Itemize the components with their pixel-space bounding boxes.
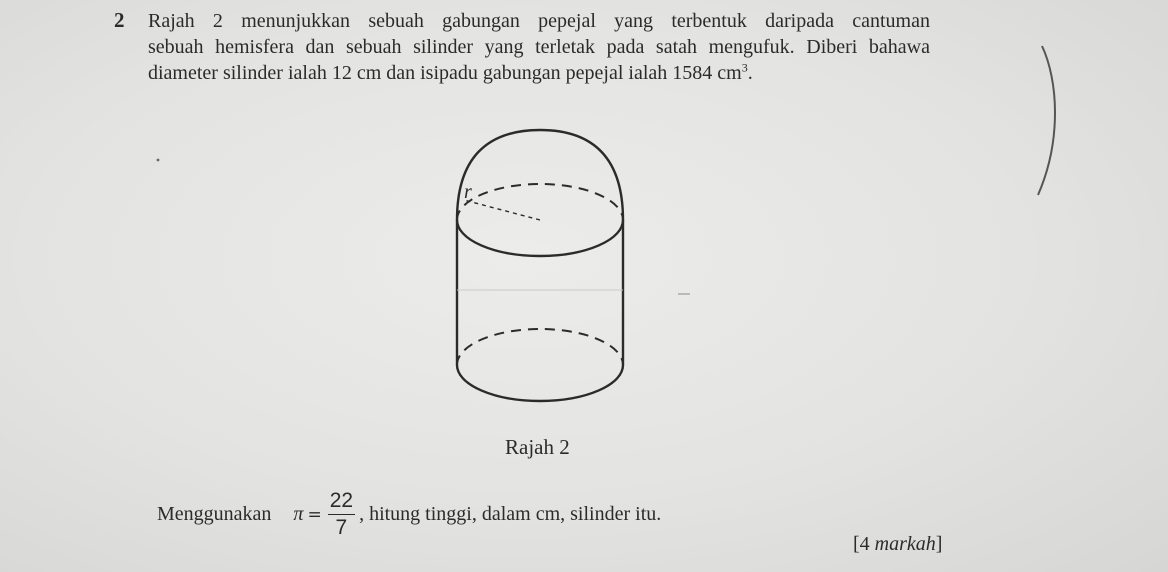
question-trailing-period: . <box>747 62 753 84</box>
question-line-2: sebuah hemisfera dan sebuah silinder yang terletak pada satah mengufuk. Diberi bahawa <box>148 36 930 58</box>
instruction-prefix: Menggunakan <box>157 503 272 525</box>
marks-open-bracket: [ <box>853 533 860 555</box>
margin-pencil-bracket <box>1000 40 1070 200</box>
marks-word: markah <box>874 533 936 555</box>
paper-speck-2 <box>672 282 702 302</box>
radius-line <box>464 200 540 220</box>
marks-value: 4 <box>859 533 870 555</box>
question-number: 2 <box>114 8 125 32</box>
volume-unit-exponent: 3 <box>741 60 748 75</box>
bottom-ellipse-front <box>457 365 623 401</box>
question-line-3 <box>148 60 930 86</box>
marks-allocation <box>853 533 942 556</box>
hemisphere-outline <box>457 130 623 220</box>
marks-close-bracket: ] <box>935 533 943 555</box>
question-text <box>148 8 930 86</box>
figure-caption: Rajah 2 <box>505 435 570 459</box>
fraction-numerator: 22 <box>328 490 355 515</box>
hemisphere-cylinder-diagram <box>440 120 640 410</box>
pi-fraction <box>328 490 355 539</box>
instruction-suffix: , hitung tinggi, dalam cm, silinder itu. <box>359 503 662 525</box>
bottom-ellipse-back-dashed <box>457 329 623 365</box>
top-ellipse-back-dashed <box>457 184 623 220</box>
question-line-3-text: diameter silinder ialah 12 cm dan isipadu gabungan pepejal ialah 1584 cm <box>148 62 742 84</box>
speck-dot <box>157 159 160 162</box>
pi-symbol: π <box>293 503 304 525</box>
fraction-denominator: 7 <box>335 516 348 539</box>
composite-solid-figure <box>440 120 640 410</box>
bracket-curve <box>1038 46 1055 195</box>
paper-speck-1 <box>150 150 170 170</box>
equals-sign: = <box>307 504 322 525</box>
top-ellipse-front <box>457 220 623 256</box>
instruction-line <box>157 490 661 539</box>
question-line-1: Rajah 2 menunjukkan sebuah gabungan pepejal yang terbentuk daripada cantuman <box>148 10 930 32</box>
radius-label: r <box>464 181 472 203</box>
